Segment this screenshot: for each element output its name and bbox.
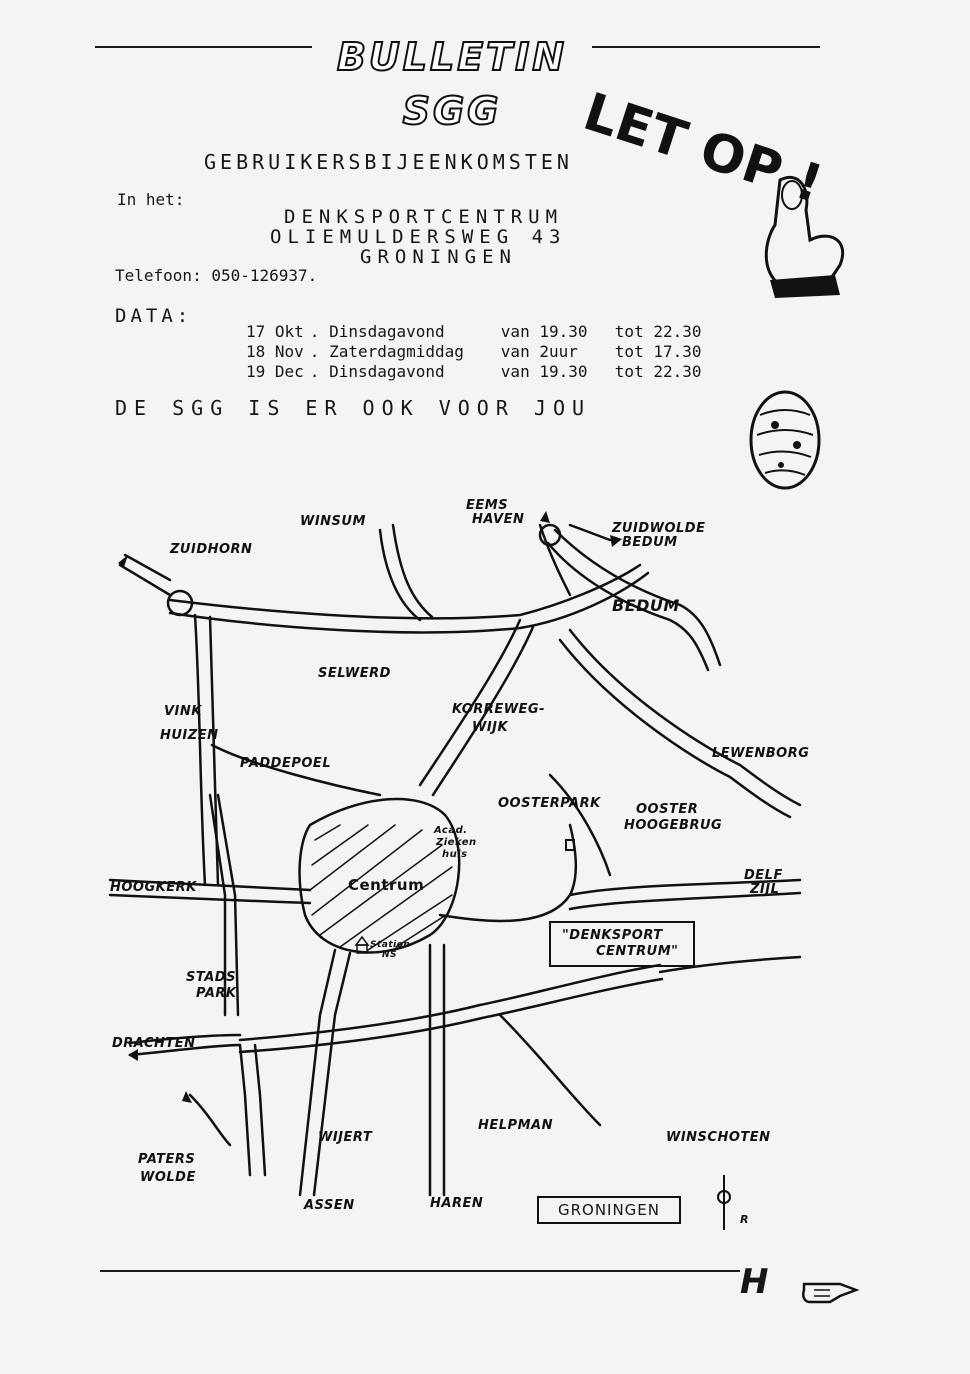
date-row [246, 362, 708, 382]
map-label-lewenborg: LEWENBORG [712, 746, 810, 761]
from-cell: van 19.30 [500, 322, 588, 341]
to-cell: tot 22.30 [614, 362, 702, 381]
phone-number: Telefoon: 050-126937. [115, 266, 318, 285]
north-arrow-icon [718, 1175, 730, 1230]
map-label-paterswolde: PATERS [138, 1152, 196, 1167]
date-cell: 17 Okt [246, 322, 304, 341]
map-label-winschoten: WINSCHOTEN [666, 1130, 771, 1145]
groningen-label: GRONINGEN [557, 1201, 661, 1219]
footer-rule [100, 1270, 740, 1272]
map-label-vinkhuizen: VINK [164, 704, 202, 719]
map-label-korrewegwijk: KORREWEG- [452, 702, 545, 717]
map-label-delfzijl: DELF [744, 868, 783, 883]
map-label-denksport: "DENKSPORT [562, 928, 663, 943]
map-label-centrum: Centrum [348, 876, 425, 894]
masthead: BULLETIN SGG [336, 35, 568, 133]
map-label-acad-2: Zieken [436, 837, 477, 848]
map-label-paddepoel: PADDEPOEL [240, 756, 332, 771]
map-label-vinkhuizen-2: HUIZEN [160, 728, 219, 743]
dates-table [246, 322, 708, 382]
map-label-station: Station [370, 940, 411, 950]
map-label-assen: ASSEN [304, 1198, 355, 1213]
map-label-drachten: DRACHTEN [112, 1036, 196, 1051]
route-map [100, 495, 880, 1235]
let-op-heading: LET OP ! [576, 82, 830, 216]
page-title: GEBRUIKERSBIJEENKOMSTEN [204, 150, 573, 174]
denksport-centrum-box [549, 921, 695, 967]
to-cell: tot 17.30 [614, 342, 702, 361]
footer-mark: H [740, 1262, 769, 1302]
map-label-selwerd: SELWERD [318, 666, 391, 681]
pointing-fist-icon [745, 385, 825, 500]
from-cell: van 2uur [500, 342, 578, 361]
venue-name: DENKSPORTCENTRUM [284, 206, 564, 228]
date-cell: 18 Nov [246, 342, 304, 361]
map-label-bedum: BEDUM [612, 596, 680, 615]
groningen-box [537, 1196, 681, 1224]
map-label-zuidwolde-bedum: BEDUM [622, 535, 678, 550]
dates-label: DATA: [115, 305, 193, 327]
top-rule-right [592, 46, 820, 48]
map-label-oosterpark: OOSTERPARK [498, 796, 601, 811]
to-cell: tot 22.30 [614, 322, 702, 341]
map-label-hoogkerk: HOOGKERK [110, 880, 197, 895]
show-through-masthead [300, 88, 331, 139]
map-label-paterswolde-2: WOLDE [140, 1170, 196, 1185]
day-cell: . Zaterdagmiddag [309, 342, 464, 361]
date-cell: 19 Dec [246, 362, 304, 381]
venue-city: GRONINGEN [360, 246, 517, 268]
date-row [246, 342, 708, 362]
map-label-korrewegwijk-2: WIJK [472, 720, 509, 735]
from-cell: van 19.30 [500, 362, 588, 381]
venue-street: OLIEMULDERSWEG 43 [270, 226, 567, 248]
map-label-oosterhoogebrug: OOSTER [636, 802, 699, 817]
map-label-winsum: WINSUM [300, 514, 366, 529]
map-label-wijert: WIJERT [318, 1130, 373, 1145]
map-label-haren: HAREN [430, 1196, 484, 1211]
map-label-helpman: HELPMAN [478, 1118, 553, 1133]
day-cell: . Dinsdagavond [309, 362, 445, 381]
map-label-acad: Acad. [434, 825, 468, 836]
slogan: DE SGG IS ER OOK VOOR JOU [115, 396, 592, 420]
map-signature: R [740, 1213, 749, 1226]
map-label-station-2: NS [382, 950, 398, 960]
map-label-zuidhorn: ZUIDHORN [170, 542, 253, 557]
map-label-eemshaven-2: HAVEN [472, 512, 525, 527]
day-cell: . Dinsdagavond [309, 322, 445, 341]
map-label-stadspark-2: PARK [196, 986, 237, 1001]
map-label-zuidwolde: ZUIDWOLDE [612, 521, 706, 536]
map-label-denksport-2: CENTRUM" [596, 944, 679, 959]
map-label-acad-3: huis [442, 849, 468, 860]
map-label-delfzijl-2: ZIJL [750, 882, 780, 897]
raised-finger-icon [740, 170, 880, 300]
pointing-hand-icon [800, 1276, 860, 1306]
date-row [246, 322, 708, 342]
map-label-eemshaven: EEMS [466, 498, 509, 513]
map-label-stadspark: STADS [186, 970, 236, 985]
map-roads [110, 525, 800, 1195]
top-rule-left [95, 46, 312, 48]
location-intro: In het: [117, 190, 185, 209]
map-label-oosterhoogebrug-2: HOOGEBRUG [624, 818, 723, 833]
